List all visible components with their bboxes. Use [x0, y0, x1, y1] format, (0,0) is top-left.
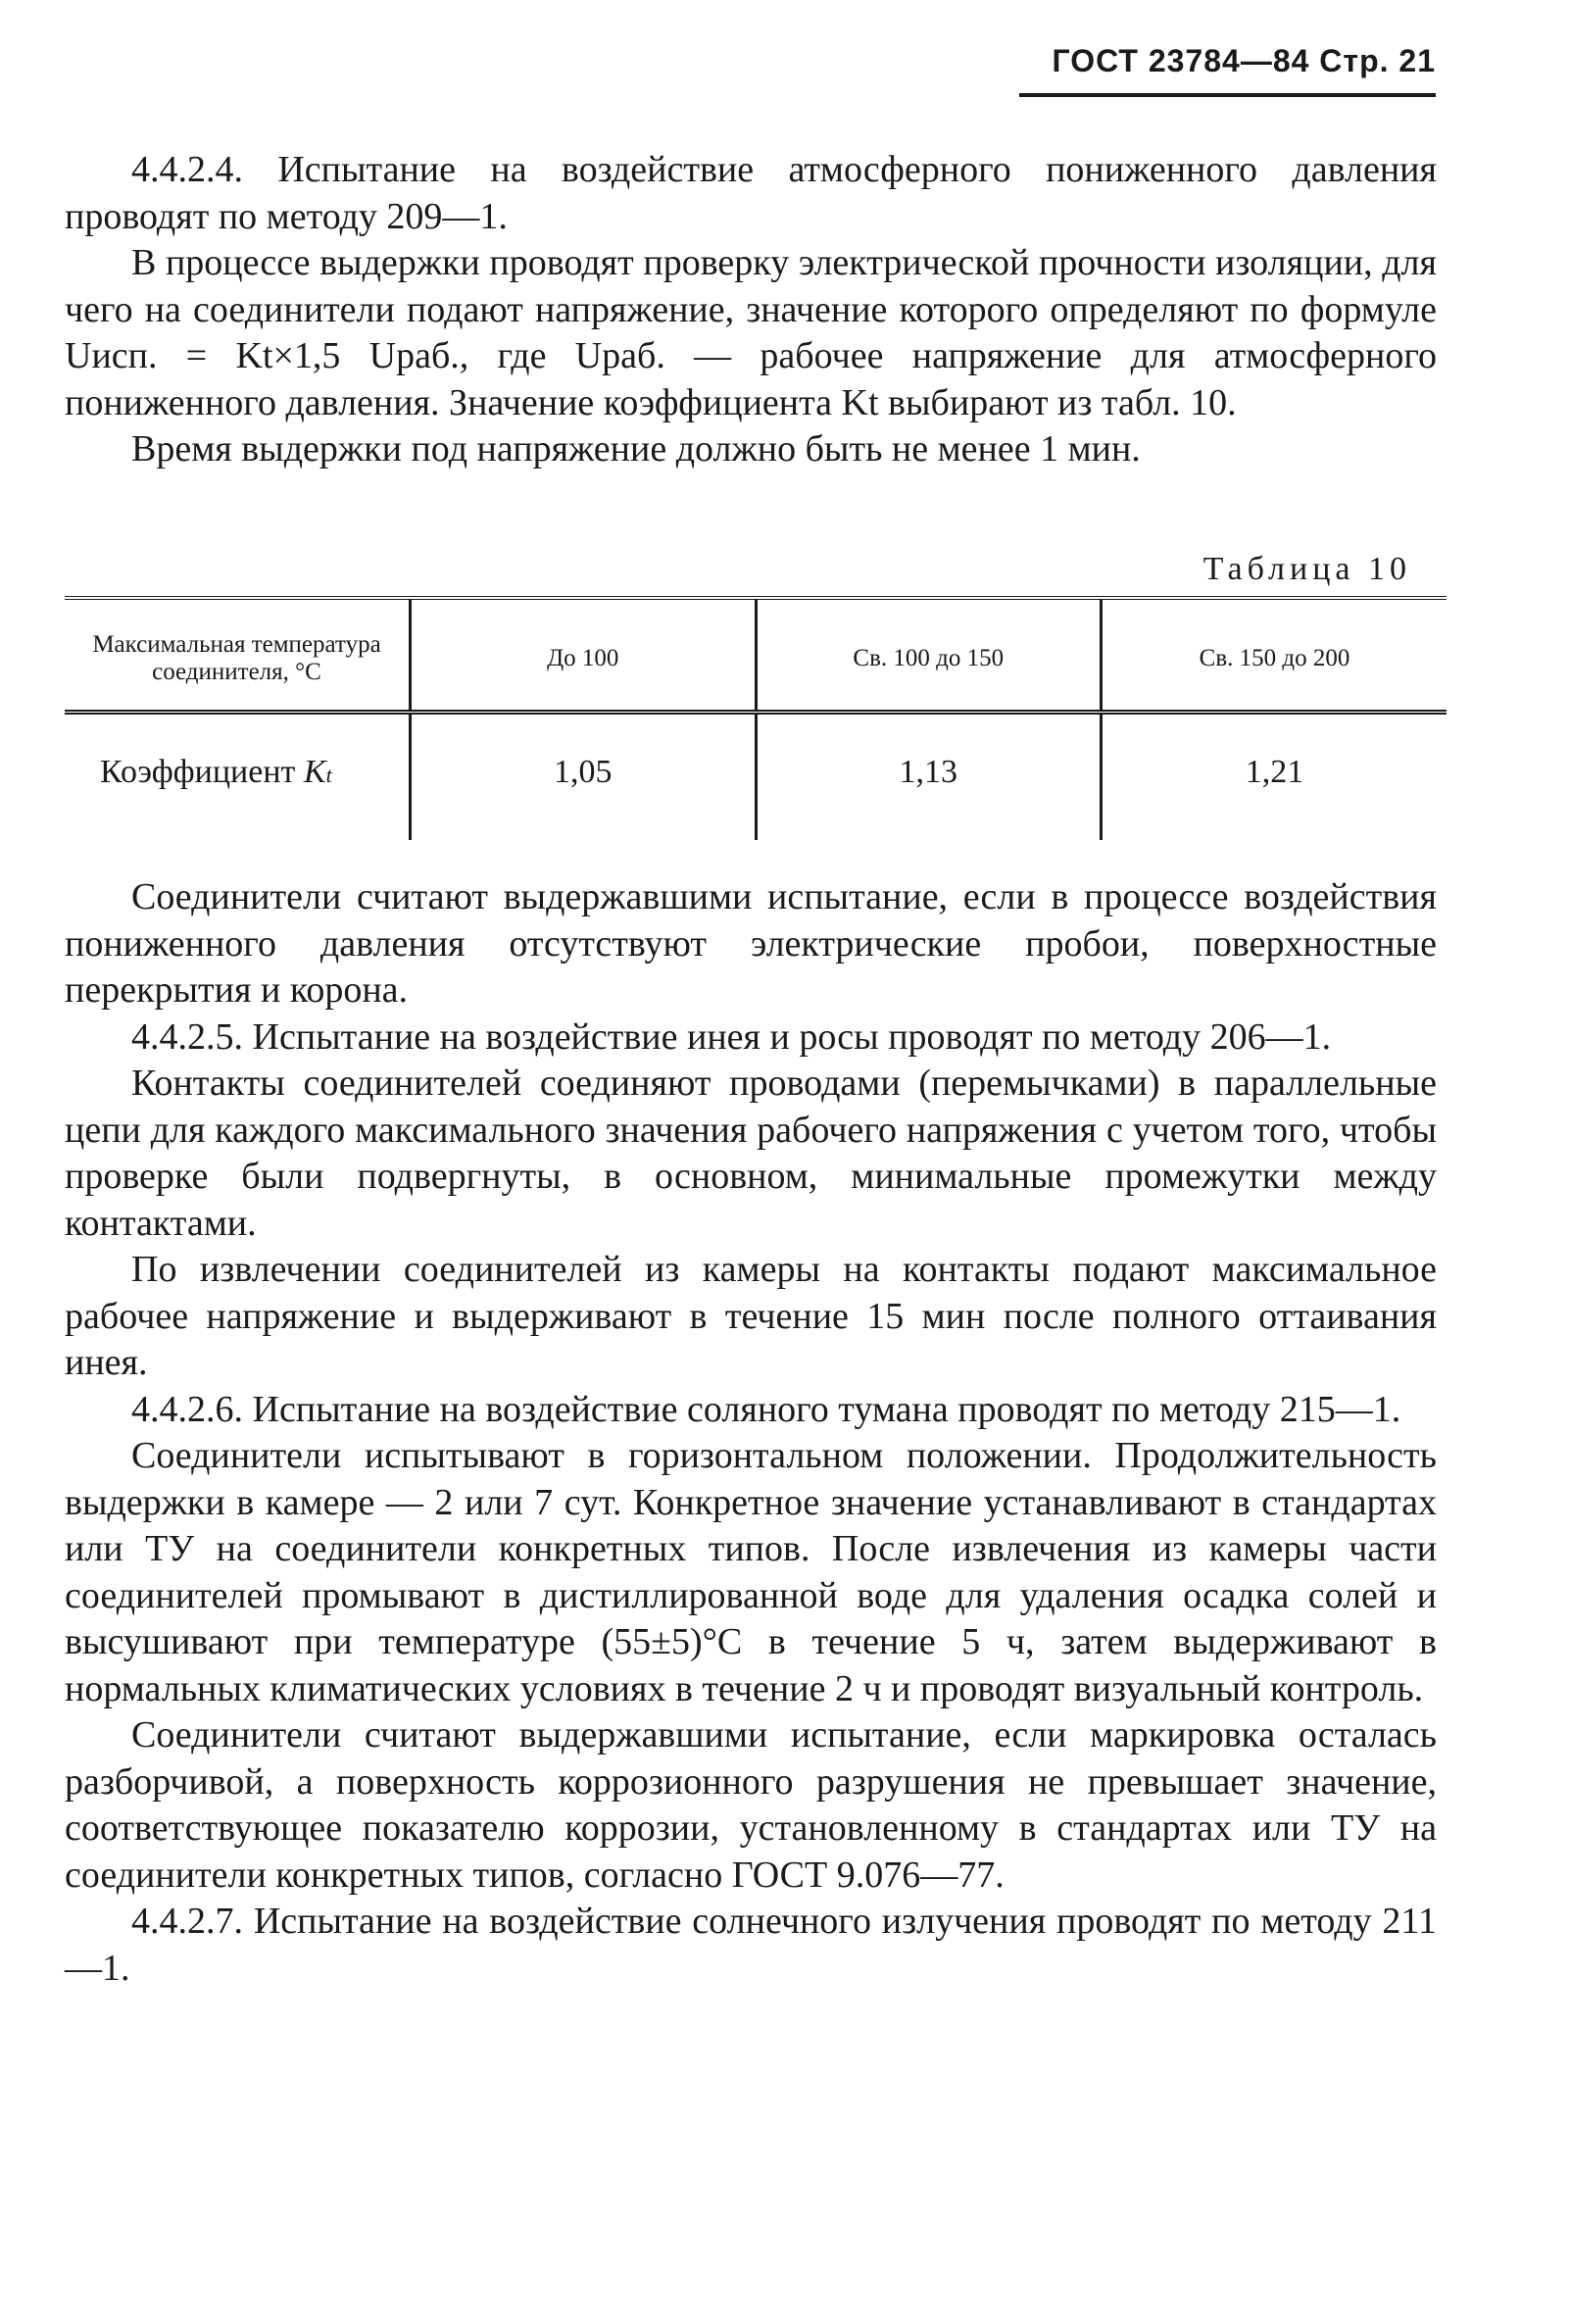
- table-header-range-1: До 100: [411, 598, 757, 713]
- row-label-subscript: t: [325, 763, 332, 787]
- paragraph-4-4-2-4: 4.4.2.4. Испытание на воздействие атмосферного пониженного давления проводят по методу 209—1.: [65, 149, 1437, 237]
- table-header-range-3: Св. 150 до 200: [1102, 598, 1447, 713]
- paragraph-4-4-2-6: 4.4.2.6. Испытание на воздействие соляного тумана проводят по методу 215—1.: [131, 1388, 1401, 1430]
- section-top: [65, 147, 1437, 473]
- table-cell-value: 1,13: [756, 713, 1102, 841]
- row-label-text: Коэффициент: [100, 754, 296, 790]
- table-cell-value: 1,21: [1102, 713, 1447, 841]
- paragraph-insulation-test: В процессе выдержки проводят проверку электрической прочности изоляции, для чего на соединители подают напряжение, значение которого определяют по формуле Uисп. = Kt×1,5 Uраб., где Uраб. — рабочее напряжение для атмосферного пониженного давления. Значение коэффициента Kt выбирают из табл. 10.: [65, 242, 1437, 423]
- paragraph-salt-fog-procedure: Соединители испытывают в горизонтальном положении. Продолжительность выдержки в камере — 2 или 7 сут. Конкретное значение устанавливают в стандартах или ТУ на соединители конкретных типов. После извлечения из камеры части соединителей промывают в дистиллированной воде для удаления осадка солей и высушивают при температуре (55±5)°С в течение 5 ч, затем выдерживают в нормальных климатических условиях в течение 2 ч и проводят визуальный контроль.: [65, 1435, 1437, 1709]
- table-header-temperature: Максимальная температура соединителя, °С: [65, 598, 411, 713]
- row-label-symbol: K: [303, 754, 326, 790]
- table-header-range-2: Св. 100 до 150: [756, 598, 1102, 713]
- paragraph-pass-criteria-salt-fog: Соединители считают выдержавшими испытание, если маркировка осталась разборчивой, а поверхность коррозионного разрушения не превышает значение, соответствующее показателю коррозии, установленному в стандартах или ТУ на соединители конкретных типов, согласно ГОСТ 9.076—77.: [65, 1714, 1437, 1896]
- table-cell-value: 1,05: [411, 713, 757, 841]
- paragraph-voltage-after-thaw: По извлечении соединителей из камеры на контакты подают максимальное рабочее напряжение и выдерживают в течение 15 мин после полного оттаивания инея.: [65, 1249, 1437, 1383]
- table-caption: Таблица 10: [1202, 551, 1411, 587]
- header-rule: [1019, 93, 1436, 97]
- paragraph-4-4-2-7: 4.4.2.7. Испытание на воздействие солнечного излучения проводят по методу 211—1.: [65, 1901, 1437, 1989]
- paragraph-4-4-2-5: 4.4.2.5. Испытание на воздействие инея и росы проводят по методу 206—1.: [131, 1015, 1332, 1058]
- paragraph-hold-time: Время выдержки под напряжение должно быть не менее 1 мин.: [131, 428, 1141, 470]
- table-10: [65, 596, 1447, 840]
- table-row: [65, 713, 1447, 841]
- table-row-label: [65, 713, 411, 841]
- section-bottom: [65, 874, 1437, 1992]
- table-header-row: [65, 598, 1447, 713]
- paragraph-pass-criteria-pressure: Соединители считают выдержавшими испытание, если в процессе воздействия пониженного давления отсутствуют электрические пробои, поверхностные перекрытия и корона.: [65, 876, 1437, 1011]
- paragraph-contacts-wiring: Контакты соединителей соединяют проводами (перемычками) в параллельные цепи для каждого максимального значения рабочего напряжения с учетом того, чтобы проверке были подвергнуты, в основном, минимальные промежутки между контактами.: [65, 1063, 1437, 1244]
- page-header: ГОСТ 23784—84 Стр. 21: [1052, 43, 1436, 78]
